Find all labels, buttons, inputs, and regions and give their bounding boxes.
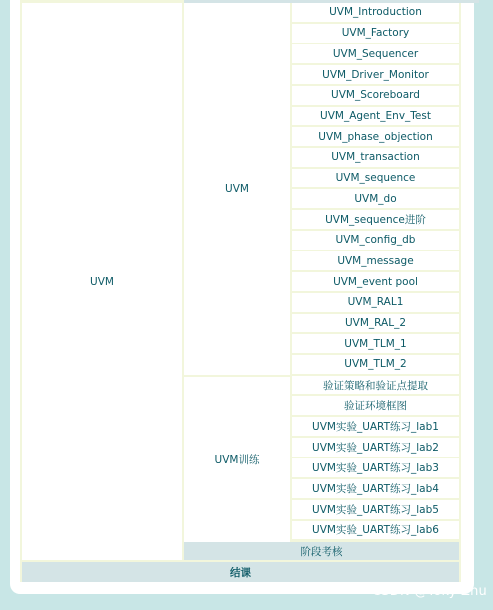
uvm-topic-label: UVM_phase_objection (318, 130, 433, 143)
conclusion-label: 结课 (230, 566, 251, 579)
uvm-topic-label: UVM_config_db (335, 234, 416, 247)
uvm-topic-label: UVM_RAL1 (347, 296, 404, 309)
course-table (20, 0, 461, 582)
uvm-topic-label: UVM_Driver_Monitor (322, 68, 429, 81)
uvm-topic-row (292, 86, 459, 105)
uvm-topic-row (292, 293, 459, 312)
uvm-training-topic-label: 验证环境框图 (344, 400, 407, 413)
uvm-topic-row (292, 24, 459, 43)
uvm-training-topic-row (292, 521, 459, 540)
stage-exam-label: 阶段考核 (300, 545, 343, 558)
stage-exam-row (184, 542, 459, 560)
uvm-topic-row (292, 251, 459, 270)
uvm-topic-row (292, 314, 459, 333)
uvm-topic-row (292, 334, 459, 353)
uvm-training-topic-row (292, 479, 459, 498)
uvm-training-topic-row (292, 396, 459, 415)
uvm-training-topic-label: UVM实验_UART练习_lab1 (312, 420, 439, 433)
uvm-training-topic-row (292, 500, 459, 519)
uvm-topic-row (292, 231, 459, 250)
uvm-training-topic-label: UVM实验_UART练习_lab5 (312, 503, 439, 516)
uvm-module-label: UVM (90, 275, 114, 288)
uvm-topic-label: UVM_Sequencer (332, 47, 419, 60)
uvm-training-topic-label: UVM实验_UART练习_lab2 (312, 441, 439, 454)
uvm-training-topic-label: 验证策略和验证点提取 (323, 379, 428, 392)
uvm-topic-row (292, 107, 459, 126)
uvm-training-group-cell (184, 377, 290, 542)
uvm-topic-row (292, 355, 459, 374)
uvm-training-topic-row (292, 376, 459, 395)
uvm-topic-label: UVM_TLM_1 (344, 337, 407, 350)
uvm-topic-row (292, 148, 459, 167)
uvm-training-topic-label: UVM实验_UART练习_lab3 (312, 462, 439, 475)
uvm-group-cell (184, 3, 290, 375)
watermark: CSDN @Toky Zhu (372, 584, 487, 599)
uvm-group-label: UVM (225, 183, 249, 195)
conclusion-row (22, 562, 459, 582)
uvm-topic-label: UVM_RAL_2 (344, 316, 406, 329)
uvm-topic-row (292, 210, 459, 229)
uvm-topic-label: UVM_sequence进阶 (325, 213, 426, 226)
uvm-topic-label: UVM_transaction (331, 151, 420, 164)
uvm-topic-label: UVM_sequence (335, 172, 416, 185)
uvm-topic-row (292, 169, 459, 188)
uvm-topic-label: UVM_message (337, 254, 414, 267)
uvm-training-group-label: UVM训练 (214, 454, 260, 466)
uvm-topic-row (292, 127, 459, 146)
uvm-training-topic-row (292, 438, 459, 457)
uvm-training-topic-label: UVM实验_UART练习_lab4 (312, 483, 439, 496)
uvm-topic-row (292, 44, 459, 63)
uvm-training-topic-row (292, 458, 459, 477)
uvm-topic-label: UVM_Introduction (329, 6, 422, 19)
uvm-training-topic-label: UVM实验_UART练习_lab6 (312, 524, 439, 537)
uvm-topic-row (292, 65, 459, 84)
uvm-training-topic-row (292, 417, 459, 436)
uvm-topic-row (292, 272, 459, 291)
uvm-topic-row (292, 3, 459, 22)
uvm-topic-label: UVM_Agent_Env_Test (320, 109, 431, 122)
uvm-module-cell (22, 3, 182, 560)
uvm-topic-label: UVM_TLM_2 (344, 358, 407, 371)
uvm-topic-label: UVM_Scoreboard (331, 89, 420, 102)
uvm-topic-label: UVM_do (354, 192, 397, 205)
uvm-topic-label: UVM_Factory (341, 27, 410, 40)
uvm-topic-label: UVM_event pool (333, 275, 418, 288)
uvm-topic-row (292, 189, 459, 208)
